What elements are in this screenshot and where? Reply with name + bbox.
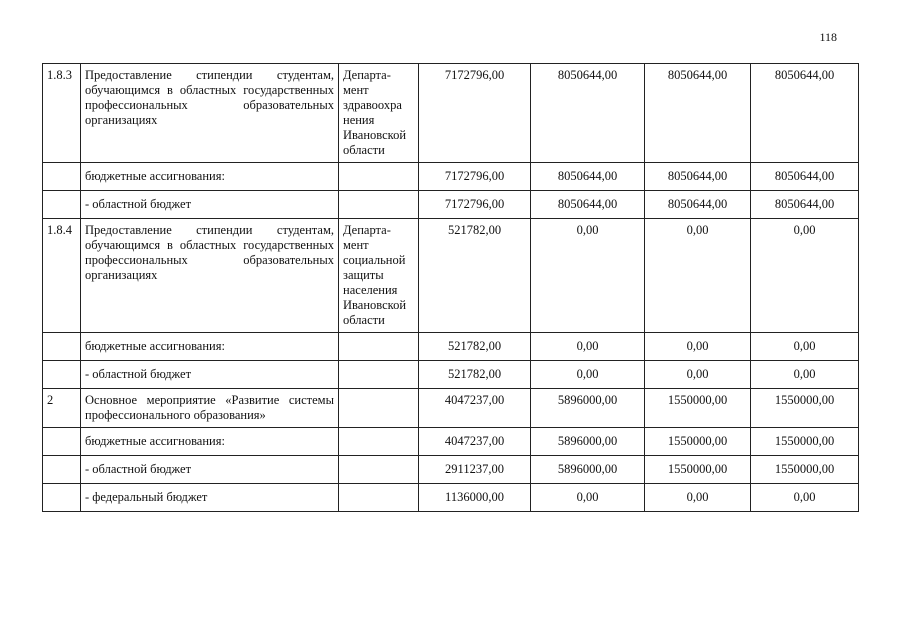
row-description: - областной бюджет	[81, 361, 339, 389]
row-value-4: 1550000,00	[751, 389, 859, 428]
row-executor	[339, 389, 419, 428]
row-code	[43, 428, 81, 456]
row-value-2: 0,00	[531, 484, 645, 512]
row-executor: Департа-мент социальной защиты населения Ивановской области	[339, 219, 419, 333]
table-row	[43, 389, 859, 428]
row-value-1: 521782,00	[419, 333, 531, 361]
row-value-2: 8050644,00	[531, 64, 645, 163]
row-value-3: 0,00	[645, 484, 751, 512]
row-description: - областной бюджет	[81, 456, 339, 484]
row-value-3: 8050644,00	[645, 163, 751, 191]
row-value-1: 7172796,00	[419, 64, 531, 163]
row-description: бюджетные ассигнования:	[81, 163, 339, 191]
row-code	[43, 361, 81, 389]
row-value-2: 8050644,00	[531, 191, 645, 219]
row-code: 1.8.3	[43, 64, 81, 163]
row-value-4: 1550000,00	[751, 456, 859, 484]
row-description: Предоставление стипендии студентам, обучающимся в областных государственных профессиональных образовательных организациях	[81, 64, 339, 163]
row-description: - областной бюджет	[81, 191, 339, 219]
table-row	[43, 219, 859, 333]
budget-table	[42, 63, 859, 512]
row-value-4: 0,00	[751, 361, 859, 389]
row-description: бюджетные ассигнования:	[81, 333, 339, 361]
table-row	[43, 484, 859, 512]
row-value-3: 0,00	[645, 219, 751, 333]
row-code: 1.8.4	[43, 219, 81, 333]
row-value-4: 8050644,00	[751, 191, 859, 219]
row-code: 2	[43, 389, 81, 428]
row-value-3: 8050644,00	[645, 64, 751, 163]
row-value-2: 5896000,00	[531, 428, 645, 456]
table-row	[43, 163, 859, 191]
row-value-2: 0,00	[531, 333, 645, 361]
row-value-4: 8050644,00	[751, 163, 859, 191]
page-number: 118	[819, 30, 837, 44]
row-code	[43, 484, 81, 512]
row-value-4: 0,00	[751, 484, 859, 512]
row-value-1: 1136000,00	[419, 484, 531, 512]
row-value-1: 521782,00	[419, 361, 531, 389]
row-value-1: 521782,00	[419, 219, 531, 333]
row-code	[43, 191, 81, 219]
table-row	[43, 456, 859, 484]
row-description: Основное мероприятие «Развитие системы профессионального образования»	[81, 389, 339, 428]
row-code	[43, 333, 81, 361]
row-executor	[339, 456, 419, 484]
row-value-4: 0,00	[751, 219, 859, 333]
row-executor	[339, 191, 419, 219]
row-value-2: 0,00	[531, 219, 645, 333]
row-executor	[339, 361, 419, 389]
row-executor	[339, 484, 419, 512]
row-value-3: 0,00	[645, 333, 751, 361]
row-executor	[339, 163, 419, 191]
row-value-1: 4047237,00	[419, 389, 531, 428]
row-value-1: 7172796,00	[419, 163, 531, 191]
row-value-4: 1550000,00	[751, 428, 859, 456]
row-value-2: 8050644,00	[531, 163, 645, 191]
row-value-4: 0,00	[751, 333, 859, 361]
table-row	[43, 428, 859, 456]
row-value-3: 0,00	[645, 361, 751, 389]
row-value-1: 2911237,00	[419, 456, 531, 484]
row-value-1: 7172796,00	[419, 191, 531, 219]
row-executor	[339, 428, 419, 456]
row-value-2: 0,00	[531, 361, 645, 389]
table-row	[43, 333, 859, 361]
row-value-3: 1550000,00	[645, 428, 751, 456]
row-value-4: 8050644,00	[751, 64, 859, 163]
row-executor: Департа-мент здравоохра нения Ивановской области	[339, 64, 419, 163]
row-value-1: 4047237,00	[419, 428, 531, 456]
row-code	[43, 456, 81, 484]
table-row	[43, 64, 859, 163]
row-value-2: 5896000,00	[531, 389, 645, 428]
table-row	[43, 361, 859, 389]
row-value-3: 1550000,00	[645, 456, 751, 484]
row-value-3: 1550000,00	[645, 389, 751, 428]
row-description: Предоставление стипендии студентам, обучающимся в областных государственных профессиональных образовательных организациях	[81, 219, 339, 333]
row-description: бюджетные ассигнования:	[81, 428, 339, 456]
row-executor	[339, 333, 419, 361]
table-row	[43, 191, 859, 219]
row-description: - федеральный бюджет	[81, 484, 339, 512]
row-value-3: 8050644,00	[645, 191, 751, 219]
row-code	[43, 163, 81, 191]
row-value-2: 5896000,00	[531, 456, 645, 484]
